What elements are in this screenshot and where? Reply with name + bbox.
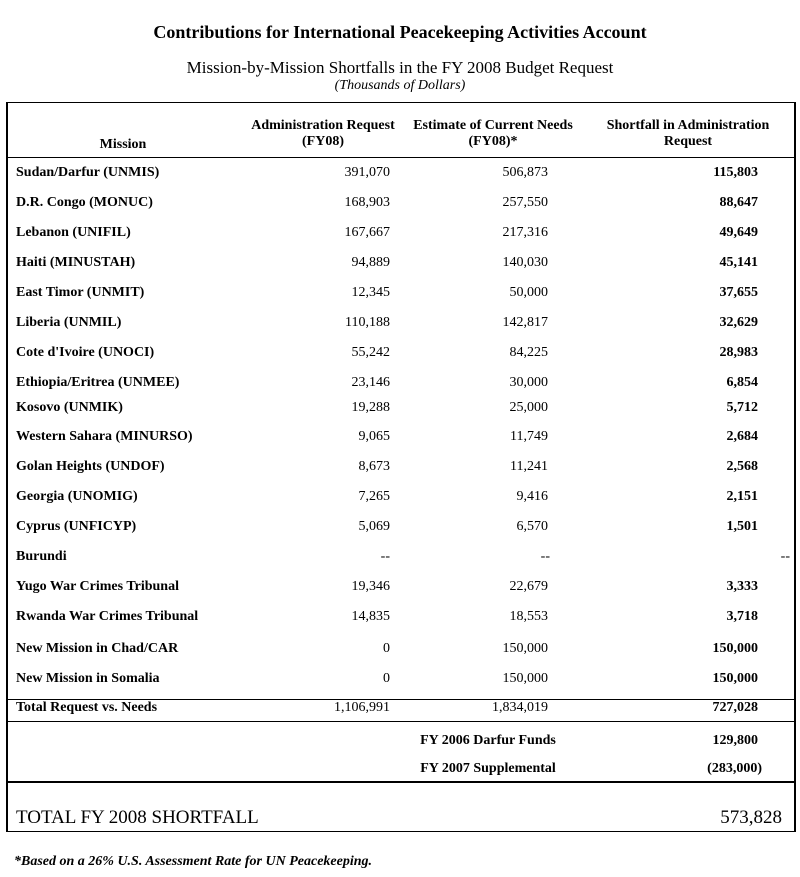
mission-cell: Cote d'Ivoire (UNOCI) [16,345,155,360]
current-needs-cell: 217,316 [502,225,548,240]
current-needs-cell: 142,817 [502,315,548,330]
total-estimate: 1,834,019 [492,700,548,715]
mission-cell: East Timor (UNMIT) [16,285,145,300]
shortfall-cell: 2,151 [726,489,758,504]
shortfall-cell: 150,000 [712,641,758,656]
shortfall-cell: 32,629 [719,315,758,330]
table-row [8,429,794,449]
table-row [8,671,794,691]
mission-cell: Burundi [16,549,67,564]
table-row [8,285,794,305]
table-row [8,459,794,479]
shortfall-cell: 5,712 [726,400,758,415]
shortfall-cell: 1,501 [726,519,758,534]
current-needs-cell: 150,000 [502,641,548,656]
table-row [8,609,794,629]
admin-request-cell: 55,242 [351,345,390,360]
table-row [8,255,794,275]
funds-label: FY 2007 Supplemental [420,761,556,776]
admin-request-cell: 167,667 [344,225,390,240]
table-row [8,519,794,539]
mission-cell: Lebanon (UNIFIL) [16,225,131,240]
table-row [8,489,794,509]
funds-label: FY 2006 Darfur Funds [420,733,556,748]
grand-total-label: TOTAL FY 2008 SHORTFALL [16,807,259,828]
current-needs-cell: 25,000 [509,400,548,415]
funds-row-darfur [8,733,794,753]
column-header-admin-request: Administration Request (FY08) [251,118,395,149]
admin-request-cell: 8,673 [358,459,390,474]
shortfall-cell: 115,803 [713,165,758,180]
mission-cell: Haiti (MINUSTAH) [16,255,136,270]
current-needs-cell: 11,241 [510,459,548,474]
document-subtitle: Mission-by-Mission Shortfalls in the FY 2008 Budget Request [186,58,614,77]
mission-cell: New Mission in Somalia [16,671,160,686]
shortfall-cell: 88,647 [719,195,758,210]
mission-cell: Western Sahara (MINURSO) [16,429,193,444]
shortfall-cell: 6,854 [726,375,758,390]
shortfall-cell: 2,568 [726,459,758,474]
mission-cell: Georgia (UNOMIG) [16,489,138,504]
current-needs-cell: -- [540,549,550,564]
admin-request-cell: 7,265 [358,489,390,504]
admin-request-cell: 5,069 [358,519,390,534]
mission-cell: Yugo War Crimes Tribunal [16,579,179,594]
mission-cell: Rwanda War Crimes Tribunal [16,609,199,624]
table-row [8,641,794,661]
current-needs-cell: 9,416 [516,489,548,504]
admin-request-cell: 14,835 [351,609,390,624]
current-needs-cell: 18,553 [509,609,548,624]
shortfall-cell: 28,983 [719,345,758,360]
current-needs-cell: 6,570 [516,519,548,534]
shortfall-cell: 49,649 [719,225,758,240]
admin-request-cell: 391,070 [344,165,390,180]
current-needs-cell: 50,000 [509,285,548,300]
units-note: (Thousands of Dollars) [334,78,466,93]
admin-request-cell: 19,288 [351,400,390,415]
current-needs-cell: 84,225 [509,345,548,360]
total-label: Total Request vs. Needs [16,700,158,715]
grand-total-box [6,782,796,832]
admin-request-cell: 9,065 [358,429,390,444]
table-row [8,400,794,420]
current-needs-cell: 150,000 [502,671,548,686]
table-row [8,315,794,335]
funds-value: (283,000) [707,761,762,776]
funds-row-supplemental [8,761,794,781]
admin-request-cell: 12,345 [351,285,390,300]
column-header-mission: Mission [99,137,147,152]
current-needs-cell: 11,749 [510,429,548,444]
shortfall-cell: 3,333 [726,579,758,594]
mission-cell: New Mission in Chad/CAR [16,641,179,656]
shortfall-cell: 150,000 [712,671,758,686]
column-header-shortfall: Shortfall in Administration Request [606,118,770,149]
table-header [8,103,794,158]
table-row [8,579,794,599]
table-row [8,195,794,215]
shortfall-cell: 45,141 [719,255,758,270]
document-title: Contributions for International Peacekeeping Activities Account [153,22,647,42]
mission-cell: D.R. Congo (MONUC) [16,195,153,210]
shortfall-table [6,102,796,782]
mission-cell: Sudan/Darfur (UNMIS) [16,165,160,180]
mission-cell: Cyprus (UNFICYP) [16,519,137,534]
table-row [8,225,794,245]
mission-cell: Ethiopia/Eritrea (UNMEE) [16,375,180,390]
mission-cell: Golan Heights (UNDOF) [16,459,165,474]
funds-value: 129,800 [712,733,758,748]
admin-request-cell: 0 [383,641,390,656]
current-needs-cell: 22,679 [509,579,548,594]
current-needs-cell: 257,550 [502,195,548,210]
current-needs-cell: 30,000 [509,375,548,390]
grand-total-value: 573,828 [720,807,782,828]
mission-cell: Kosovo (UNMIK) [16,400,123,415]
shortfall-cell: 3,718 [726,609,758,624]
current-needs-cell: 140,030 [502,255,548,270]
admin-request-cell: -- [380,549,390,564]
table-row [8,165,794,185]
admin-request-cell: 0 [383,671,390,686]
mission-cell: Liberia (UNMIL) [16,315,122,330]
table-row [8,375,794,395]
total-admin: 1,106,991 [334,700,390,715]
admin-request-cell: 110,188 [345,315,390,330]
shortfall-cell: 37,655 [719,285,758,300]
total-shortfall: 727,028 [712,700,758,715]
admin-request-cell: 19,346 [351,579,390,594]
admin-request-cell: 23,146 [351,375,390,390]
shortfall-cell: -- [780,549,790,564]
footnote: *Based on a 26% U.S. Assessment Rate for UN Peacekeeping. [14,854,373,869]
column-header-current-needs: Estimate of Current Needs (FY08)* [413,118,573,149]
current-needs-cell: 506,873 [502,165,548,180]
table-row [8,345,794,365]
table-row [8,549,794,569]
total-row [8,699,794,722]
admin-request-cell: 168,903 [344,195,390,210]
shortfall-cell: 2,684 [726,429,758,444]
admin-request-cell: 94,889 [351,255,390,270]
